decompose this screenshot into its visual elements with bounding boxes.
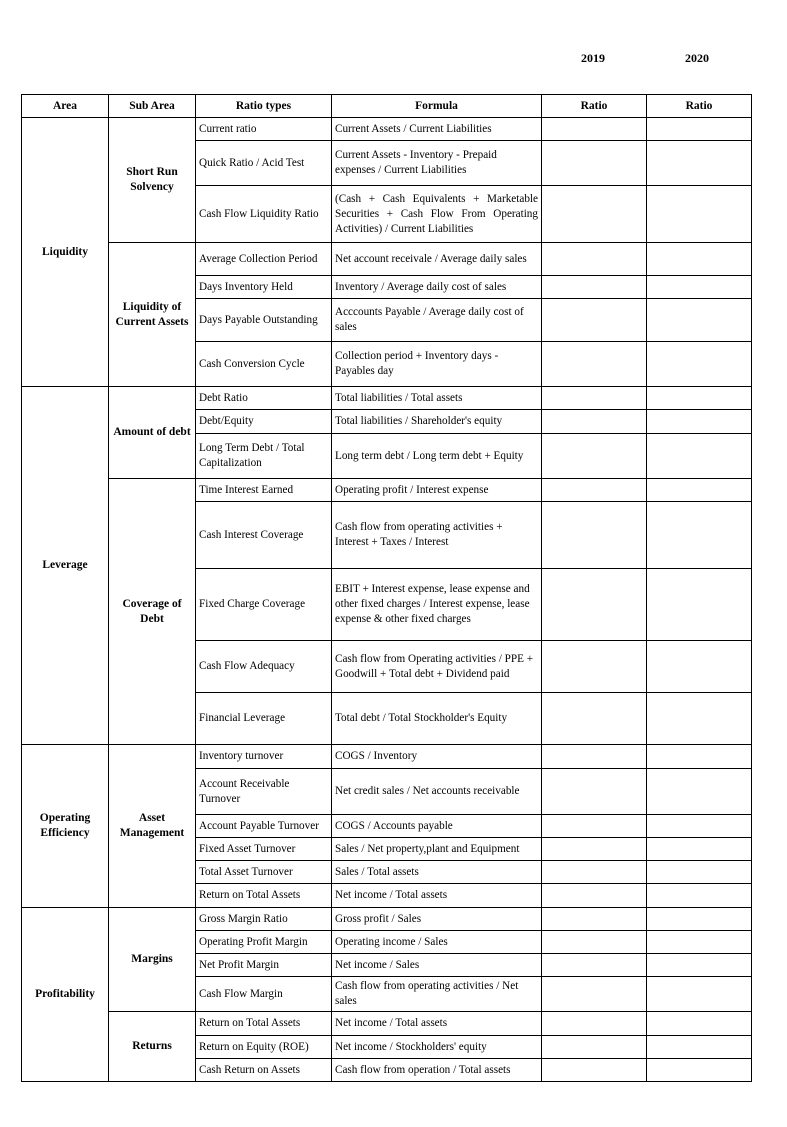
ratio-2019-cell[interactable] — [542, 931, 647, 954]
ratio-2019-cell[interactable] — [542, 276, 647, 299]
ratio-2019-cell[interactable] — [542, 502, 647, 569]
formula: Inventory / Average daily cost of sales — [332, 276, 542, 299]
ratio-2019-cell[interactable] — [542, 641, 647, 693]
ratio-2019-cell[interactable] — [542, 1012, 647, 1036]
ratio-2020-cell[interactable] — [647, 815, 752, 838]
ratio-2019-cell[interactable] — [542, 838, 647, 861]
ratio-2019-cell[interactable] — [542, 387, 647, 410]
area-profitability: Profitability — [22, 908, 109, 1082]
ratio-2019-cell[interactable] — [542, 908, 647, 931]
formula: Net account receivale / Average daily sales — [332, 243, 542, 276]
formula: Net credit sales / Net accounts receivable — [332, 769, 542, 815]
ratio-type: Fixed Asset Turnover — [196, 838, 332, 861]
ratio-2019-cell[interactable] — [542, 342, 647, 387]
ratio-type: Cash Flow Liquidity Ratio — [196, 186, 332, 243]
ratio-2020-cell[interactable] — [647, 141, 752, 186]
formula: Cash flow from operation / Total assets — [332, 1059, 542, 1082]
formula: Sales / Net property,plant and Equipment — [332, 838, 542, 861]
ratio-2020-cell[interactable] — [647, 299, 752, 342]
ratio-2020-cell[interactable] — [647, 479, 752, 502]
area-operating-efficiency: Operating Efficiency — [22, 745, 109, 908]
ratio-type: Cash Return on Assets — [196, 1059, 332, 1082]
formula: Net income / Sales — [332, 954, 542, 977]
table-row — [22, 479, 752, 502]
header-formula: Formula — [332, 95, 542, 118]
ratio-type: Return on Total Assets — [196, 1012, 332, 1036]
table-row — [22, 745, 752, 769]
ratio-2020-cell[interactable] — [647, 186, 752, 243]
formula: Total liabilities / Shareholder's equity — [332, 410, 542, 434]
ratio-type: Financial Leverage — [196, 693, 332, 745]
subarea-amount-of-debt: Amount of debt — [109, 387, 196, 479]
ratio-2019-cell[interactable] — [542, 299, 647, 342]
table-row — [22, 908, 752, 931]
ratio-2020-cell[interactable] — [647, 434, 752, 479]
ratio-2019-cell[interactable] — [542, 769, 647, 815]
header-row — [22, 95, 752, 118]
formula: Cash flow from operating activities / Net sales — [332, 977, 542, 1012]
ratio-2020-cell[interactable] — [647, 954, 752, 977]
year-2019: 2019 — [581, 51, 605, 65]
formula: Total debt / Total Stockholder's Equity — [332, 693, 542, 745]
subarea-margins: Margins — [109, 908, 196, 1012]
ratio-2019-cell[interactable] — [542, 815, 647, 838]
ratio-2019-cell[interactable] — [542, 434, 647, 479]
ratio-type: Long Term Debt / Total Capitalization — [196, 434, 332, 479]
table-row — [22, 118, 752, 141]
ratio-2019-cell[interactable] — [542, 977, 647, 1012]
ratio-2020-cell[interactable] — [647, 861, 752, 884]
ratio-type: Average Collection Period — [196, 243, 332, 276]
ratio-type: Cash Conversion Cycle — [196, 342, 332, 387]
formula: Total liabilities / Total assets — [332, 387, 542, 410]
ratio-type: Return on Total Assets — [196, 884, 332, 908]
ratio-2019-cell[interactable] — [542, 1059, 647, 1082]
ratio-2019-cell[interactable] — [542, 1036, 647, 1059]
ratio-2019-cell[interactable] — [542, 118, 647, 141]
ratio-2019-cell[interactable] — [542, 745, 647, 769]
ratio-2020-cell[interactable] — [647, 931, 752, 954]
formula: Operating profit / Interest expense — [332, 479, 542, 502]
formula: Sales / Total assets — [332, 861, 542, 884]
formula: EBIT + Interest expense, lease expense and other fixed charges / Interest expense, lease expense & other fixed charges — [332, 569, 542, 641]
formula: Operating income / Sales — [332, 931, 542, 954]
ratio-2020-cell[interactable] — [647, 1012, 752, 1036]
ratio-2019-cell[interactable] — [542, 569, 647, 641]
header-ratio-2020: Ratio — [647, 95, 752, 118]
ratio-2019-cell[interactable] — [542, 479, 647, 502]
ratio-2019-cell[interactable] — [542, 186, 647, 243]
ratio-type: Net Profit Margin — [196, 954, 332, 977]
ratio-type: Days Inventory Held — [196, 276, 332, 299]
ratio-2020-cell[interactable] — [647, 569, 752, 641]
ratio-2019-cell[interactable] — [542, 884, 647, 908]
formula: Gross profit / Sales — [332, 908, 542, 931]
ratio-type: Operating Profit Margin — [196, 931, 332, 954]
formula: Current Assets / Current Liabilities — [332, 118, 542, 141]
ratio-type: Days Payable Outstanding — [196, 299, 332, 342]
formula: Net income / Total assets — [332, 1012, 542, 1036]
ratio-2020-cell[interactable] — [647, 693, 752, 745]
ratio-2020-cell[interactable] — [647, 118, 752, 141]
ratio-2019-cell[interactable] — [542, 141, 647, 186]
ratio-type: Cash Interest Coverage — [196, 502, 332, 569]
header-sub-area: Sub Area — [109, 95, 196, 118]
ratio-type: Cash Flow Margin — [196, 977, 332, 1012]
subarea-short-run-solvency: Short Run Solvency — [109, 118, 196, 243]
formula: Collection period + Inventory days - Payables day — [332, 342, 542, 387]
subarea-returns: Returns — [109, 1012, 196, 1082]
ratio-type: Cash Flow Adequacy — [196, 641, 332, 693]
subarea-asset-management: Asset Management — [109, 745, 196, 908]
formula: COGS / Inventory — [332, 745, 542, 769]
header-area: Area — [22, 95, 109, 118]
ratio-2020-cell[interactable] — [647, 745, 752, 769]
formula: Acccounts Payable / Average daily cost of sales — [332, 299, 542, 342]
ratio-2020-cell[interactable] — [647, 342, 752, 387]
table-row — [22, 387, 752, 410]
ratio-2019-cell[interactable] — [542, 954, 647, 977]
ratio-type: Total Asset Turnover — [196, 861, 332, 884]
header-ratio-2019: Ratio — [542, 95, 647, 118]
ratio-2020-cell[interactable] — [647, 276, 752, 299]
ratio-2020-cell[interactable] — [647, 387, 752, 410]
formula: Cash flow from operating activities + Interest + Taxes / Interest — [332, 502, 542, 569]
ratio-type: Return on Equity (ROE) — [196, 1036, 332, 1059]
ratio-2019-cell[interactable] — [542, 410, 647, 434]
ratio-2020-cell[interactable] — [647, 641, 752, 693]
ratio-2020-cell[interactable] — [647, 769, 752, 815]
area-leverage: Leverage — [22, 387, 109, 745]
year-2020: 2020 — [685, 51, 709, 65]
ratio-2020-cell[interactable] — [647, 884, 752, 908]
ratio-2020-cell[interactable] — [647, 1036, 752, 1059]
header-ratio-types: Ratio types — [196, 95, 332, 118]
ratio-2019-cell[interactable] — [542, 243, 647, 276]
formula: (Cash + Cash Equivalents + Marketable Securities + Cash Flow From Operating Activities) / Current Liabilities — [332, 186, 542, 243]
ratio-type: Account Payable Turnover — [196, 815, 332, 838]
ratio-type: Time Interest Earned — [196, 479, 332, 502]
formula: Net income / Total assets — [332, 884, 542, 908]
table-row — [22, 243, 752, 276]
formula: Long term debt / Long term debt + Equity — [332, 434, 542, 479]
ratio-2019-cell[interactable] — [542, 861, 647, 884]
ratio-type: Fixed Charge Coverage — [196, 569, 332, 641]
ratio-2020-cell[interactable] — [647, 908, 752, 931]
ratio-2020-cell[interactable] — [647, 1059, 752, 1082]
subarea-coverage-of-debt: Coverage of Debt — [109, 479, 196, 745]
formula: Net income / Stockholders' equity — [332, 1036, 542, 1059]
formula: COGS / Accounts payable — [332, 815, 542, 838]
ratio-2020-cell[interactable] — [647, 838, 752, 861]
area-liquidity: Liquidity — [22, 118, 109, 387]
ratio-table — [21, 94, 752, 1082]
formula: Current Assets - Inventory - Prepaid expenses / Current Liabilities — [332, 141, 542, 186]
ratio-2020-cell[interactable] — [647, 410, 752, 434]
ratio-type: Debt/Equity — [196, 410, 332, 434]
ratio-2019-cell[interactable] — [542, 693, 647, 745]
ratio-type: Current ratio — [196, 118, 332, 141]
ratio-type: Quick Ratio / Acid Test — [196, 141, 332, 186]
ratio-2020-cell[interactable] — [647, 243, 752, 276]
subarea-liquidity-of-current-assets: Liquidity of Current Assets — [109, 243, 196, 387]
formula: Cash flow from Operating activities / PPE + Goodwill + Total debt + Dividend paid — [332, 641, 542, 693]
ratio-2020-cell[interactable] — [647, 502, 752, 569]
ratio-type: Debt Ratio — [196, 387, 332, 410]
table-row — [22, 1012, 752, 1036]
ratio-type: Account Receivable Turnover — [196, 769, 332, 815]
ratio-2020-cell[interactable] — [647, 977, 752, 1012]
ratio-type: Gross Margin Ratio — [196, 908, 332, 931]
ratio-type: Inventory turnover — [196, 745, 332, 769]
